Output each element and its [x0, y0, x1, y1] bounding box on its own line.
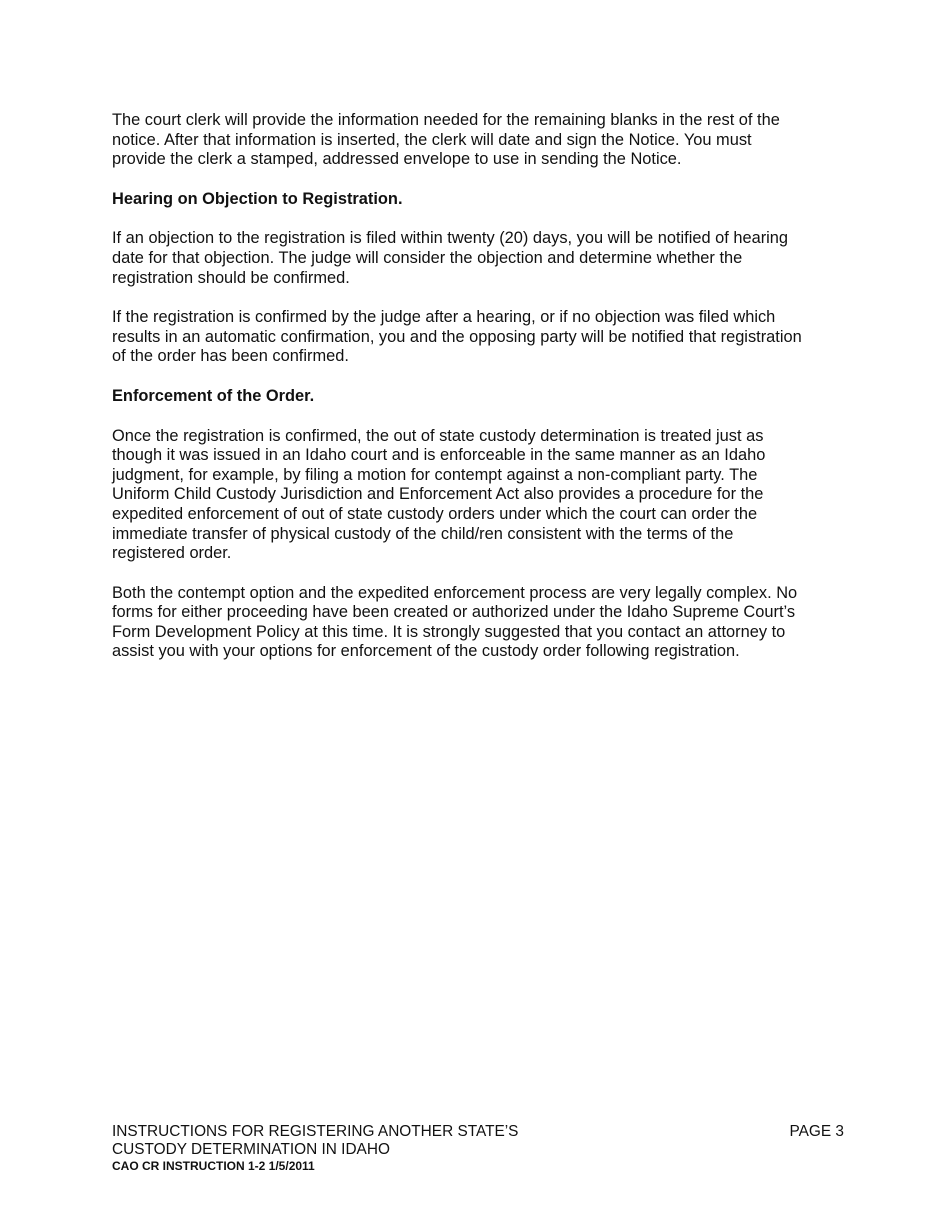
footer-title: INSTRUCTIONS FOR REGISTERING ANOTHER STATE’S CUSTODY DETERMINATION IN IDAHO: [112, 1123, 519, 1158]
document-body: [112, 111, 842, 682]
enforcement-heading: Enforcement of the Order.: [112, 386, 315, 405]
footer-form-code: CAO CR INSTRUCTION 1-2 1/5/2011: [112, 1159, 315, 1173]
hearing-heading: Hearing on Objection to Registration.: [112, 189, 403, 208]
enforcement-paragraph: Once the registration is confirmed, the out of state custody determination is treated just as though it was issued in an Idaho court and is enforceable in the same manner as an Idaho judgment, for example, by filing a motion for contempt against a non-compliant party. The Uniform Child Custody Jurisdiction and Enforcement Act also provides a procedure for the expedited enforcement of out of state custody orders under which the court can order the immediate transfer of physical custody of the child/ren consistent with the terms of the registered order.: [112, 426, 766, 563]
intro-paragraph: The court clerk will provide the information needed for the remaining blanks in the rest of the notice. After that information is inserted, the clerk will date and sign the Notice. You must provide the clerk a stamped, addressed envelope to use in sending the Notice.: [112, 111, 780, 169]
confirmation-paragraph: If the registration is confirmed by the judge after a hearing, or if no objection was filed which results in an automatic confirmation, you and the opposing party will be notified that registration of the order has been confirmed.: [112, 308, 802, 366]
page-number: PAGE 3: [789, 1123, 844, 1140]
objection-paragraph: If an objection to the registration is filed within twenty (20) days, you will be notified of hearing date for that objection. The judge will consider the objection and determine whether the registration should be confirmed.: [112, 229, 789, 287]
complexity-paragraph: Both the contempt option and the expedited enforcement process are very legally complex. No forms for either proceeding have been created or authorized under the Idaho Supreme Court’s Form Development Policy at this time. It is strongly suggested that you contact an attorney to assist you with your options for enforcement of the custody order following registration.: [112, 583, 798, 661]
page-footer: [112, 1123, 844, 1174]
